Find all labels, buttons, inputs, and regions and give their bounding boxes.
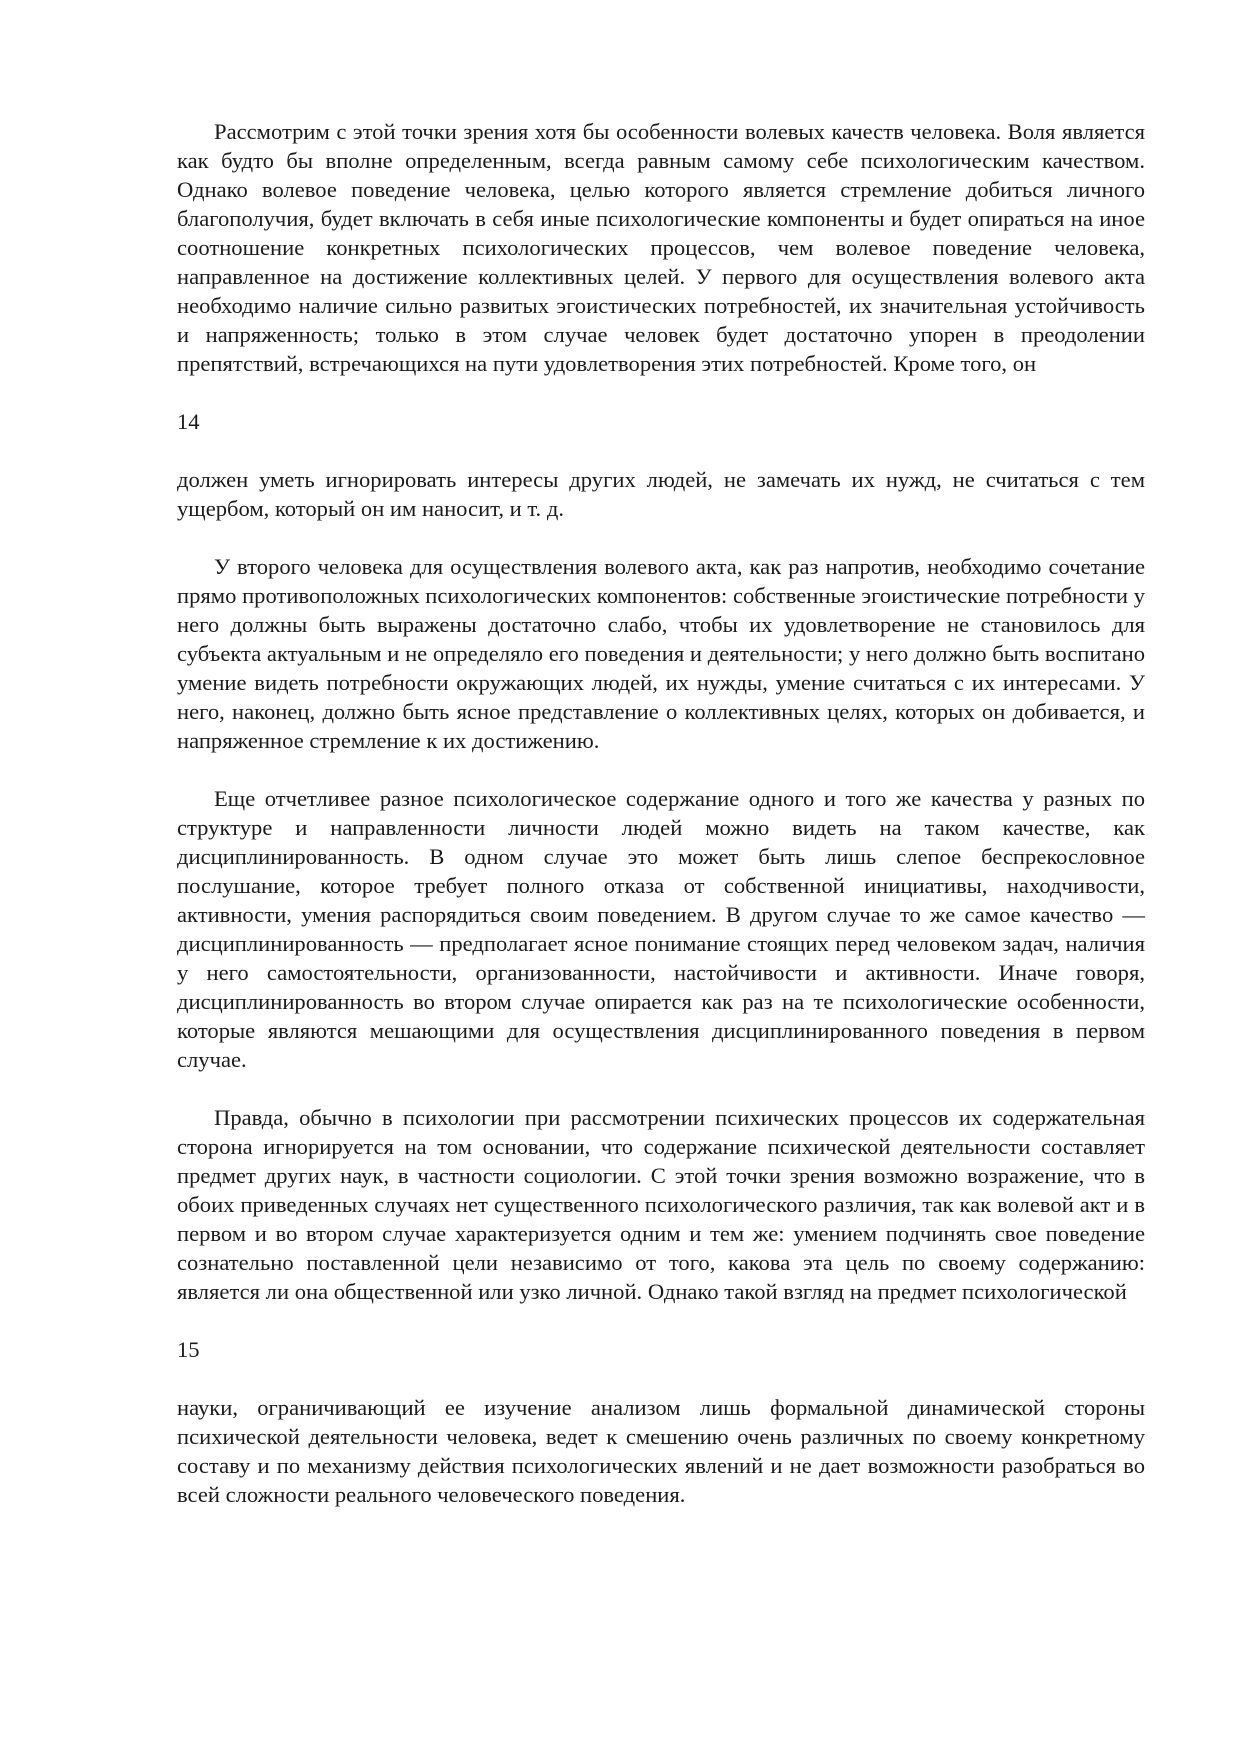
paragraph-continuation-science: науки, ограничивающий ее изучение анализом лишь формальной динамической стороны психической деятельности человека, ведет к смешению очень различных по своему конкретному составу и по механизму действия психологических явлений и не дает возможности разобраться во всей сложности реального человеческого поведения.	[177, 1395, 1145, 1507]
paragraph-discipline: Еще отчетливее разное психологическое содержание одного и того же качества у разных по структуре и направленности личности людей можно видеть на таком качестве, как дисциплинированность. В одном случае это может быть лишь слепое беспрекословное послушание, которое требует полного отказа от собственной инициативы, находчивости, активности, умения распорядиться своим поведением. В другом случае то же самое качество — дисциплинированность — предполагает ясное понимание стоящих перед человеком задач, наличия у него самостоятельности, организованности, настойчивости и активности. Иначе говоря, дисциплинированность во втором случае опирается как раз на те психологические особенности, которые являются мешающими для осуществления дисциплинированного поведения в первом случае.	[177, 786, 1145, 1072]
page-number: 14	[177, 409, 200, 434]
paragraph-volitional-qualities: Рассмотрим с этой точки зрения хотя бы особенности волевых качеств человека. Воля является как будто бы вполне определенным, всегда равным самому себе психологическим качеством. Однако волевое поведение человека, целью которого является стремление добиться личного благополучия, будет включать в себя иные психологические компоненты и будет опираться на иное соотношение конкретных психологических процессов, чем волевое поведение человека, направленное на достижение коллективных целей. У первого для осуществления волевого акта необходимо наличие сильно развитых эгоистических потребностей, их значительная устойчивость и напряженность; только в этом случае человек будет достаточно упорен в преодолении препятствий, встречающихся на пути удовлетворения этих потребностей. Кроме того, он	[177, 119, 1145, 376]
paragraph-psychology-content: Правда, обычно в психологии при рассмотрении психических процессов их содержательная сторона игнорируется на том основании, что содержание психической деятельности составляет предмет других наук, в частности социологии. С этой точки зрения возможно возражение, что в обоих приведенных случаях нет существенного психологического различия, так как волевой акт и в первом и во втором случае характеризуется одним и тем же: умением подчинять свое поведение сознательно поставленной цели независимо от того, какова эта цель по своему содержанию: является ли она общественной или узко личной. Однако такой взгляд на предмет психологической	[177, 1105, 1145, 1304]
page-number: 15	[177, 1337, 200, 1362]
paragraph-second-person: У второго человека для осуществления волевого акта, как раз напротив, необходимо сочетание прямо противоположных психологических компонентов: собственные эгоистические потребности у него должны быть выражены достаточно слабо, чтобы их удовлетворение не становилось для субъекта актуальным и не определяло его поведения и деятельности; у него должно быть воспитано умение видеть потребности окружающих людей, их нужды, умение считаться с их интересами. У него, наконец, должно быть ясное представление о коллективных целях, которых он добивается, и напряженное стремление к их достижению.	[177, 554, 1145, 753]
paragraph-continuation-ignore-interests: должен уметь игнорировать интересы других людей, не замечать их нужд, не считаться с тем ущербом, который он им наносит, и т. д.	[177, 467, 1145, 521]
document-content	[177, 117, 1145, 1509]
